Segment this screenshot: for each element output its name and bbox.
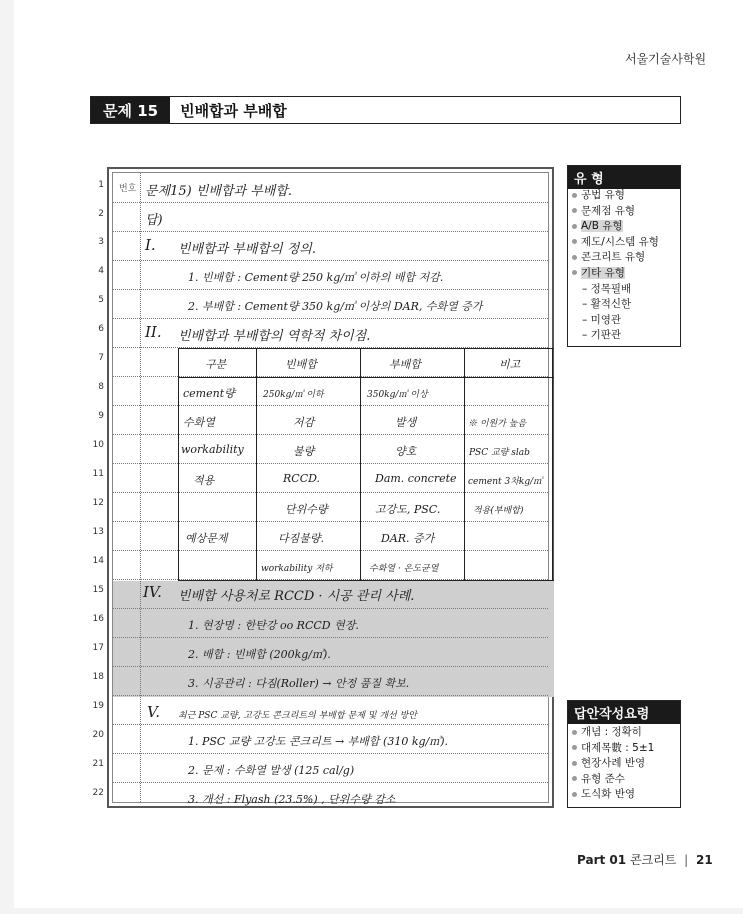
table-header: 부배합 xyxy=(389,358,421,371)
table-rule xyxy=(256,348,257,580)
table-rule xyxy=(464,348,465,580)
row-number: 6 xyxy=(98,324,104,334)
row-number: 14 xyxy=(92,556,104,566)
table-cell: 수화열 · 온도균열 xyxy=(369,564,439,574)
list-item: 제도/시스템 유형 xyxy=(572,235,659,251)
table-cell: PSC 교량 slab xyxy=(469,448,530,458)
row-number: 17 xyxy=(92,643,104,653)
handwritten-line: 1. 빈배합 : Cement량 250 kg/㎥ 이하의 배합 저감. xyxy=(188,271,444,284)
answer-tips-title: 답안작성요령 xyxy=(568,701,680,724)
table-rule xyxy=(178,377,554,378)
table-cell: 양호 xyxy=(395,445,417,458)
handwritten-line: 1. PSC 교량 고강도 콘크리트 → 부배합 (310 kg/㎥). xyxy=(188,735,449,748)
table-rule xyxy=(178,348,554,349)
table-cell: cement 3차kg/㎥ xyxy=(468,477,543,487)
list-item: 공법 유형 xyxy=(572,188,659,204)
bullet-icon xyxy=(572,239,577,244)
handwritten-line: 1. 현장명 : 한탄강 oo RCCD 현장. xyxy=(188,619,359,632)
handwritten-line: 2. 배합 : 빈배합 (200kg/㎥). xyxy=(188,648,331,661)
footer-part: Part 01 xyxy=(577,853,627,867)
row-number: 21 xyxy=(92,759,104,769)
table-cell: 적용 xyxy=(193,474,215,487)
table-cell: 저감 xyxy=(293,416,315,429)
header-school-name: 서울기술사학원 xyxy=(625,52,707,66)
handwritten-line: 최근 PSC 교량, 고강도 콘크리트의 부배합 문제 및 개선 방안 xyxy=(178,711,417,721)
table-cell: RCCD. xyxy=(283,472,321,485)
row-number: 18 xyxy=(92,672,104,682)
handwritten-line: 문제15) 빈배합과 부배합. xyxy=(145,184,293,199)
table-cell: Dam. concrete xyxy=(375,472,457,485)
bullet-icon xyxy=(572,270,577,275)
ruled-line xyxy=(113,231,548,232)
handwritten-line: 빈배합과 부배합의 역학적 차이점. xyxy=(178,329,371,344)
table-cell: 다짐불량. xyxy=(278,532,325,545)
row-number: 22 xyxy=(92,788,104,798)
table-cell: 350kg/㎥ 이상 xyxy=(367,390,428,400)
bullet-icon xyxy=(572,224,577,229)
ruled-line xyxy=(113,318,548,319)
list-item: 도식화 반영 xyxy=(572,787,654,803)
question-title-bar xyxy=(90,96,681,124)
answer-tips-box xyxy=(567,700,681,808)
row-number: 4 xyxy=(98,266,104,276)
type-box xyxy=(567,165,681,347)
question-number: 문제 15 xyxy=(91,97,170,123)
ruled-line xyxy=(113,260,548,261)
table-header: 구분 xyxy=(205,358,227,371)
list-item: 콘크리트 유형 xyxy=(572,250,659,266)
row-number: 2 xyxy=(98,209,104,219)
row-number: 3 xyxy=(98,237,104,247)
ruled-line xyxy=(113,637,548,638)
section-number: V. xyxy=(147,703,160,721)
table-cell: 250kg/㎥ 이하 xyxy=(263,390,324,400)
row-number: 19 xyxy=(92,701,104,711)
row-number: 1 xyxy=(98,180,104,190)
bullet-icon xyxy=(572,255,577,260)
section-number: II. xyxy=(145,323,162,341)
handwritten-line: 3. 개선 : Flyash (23.5%) , 단위수량 감소 xyxy=(188,793,396,806)
table-cell: 수화열 xyxy=(183,416,215,429)
table-cell: 고강도, PSC. xyxy=(375,503,441,516)
ruled-line xyxy=(113,695,548,696)
table-header: 빈배합 xyxy=(285,358,317,371)
sub-item: – 미영관 xyxy=(582,313,622,326)
list-item: 기타 유형 xyxy=(572,266,659,282)
bullet-icon xyxy=(572,193,577,198)
section-number: IV. xyxy=(143,583,162,601)
bullet-icon xyxy=(572,208,577,213)
row-number: 20 xyxy=(92,730,104,740)
table-cell: workability xyxy=(181,443,244,456)
answer-sheet xyxy=(107,167,554,808)
sub-item: – 정목필배 xyxy=(582,282,632,295)
table-rule xyxy=(552,348,553,580)
bullet-icon xyxy=(572,761,577,766)
ruled-line xyxy=(113,782,548,783)
margin-line xyxy=(140,173,141,802)
type-list xyxy=(572,188,659,344)
question-title: 빈배합과 부배합 xyxy=(180,101,287,120)
ruled-line xyxy=(113,666,548,667)
table-cell: 예상문제 xyxy=(185,532,228,545)
list-item: 개념 : 정확히 xyxy=(572,725,654,741)
page-footer xyxy=(577,851,713,868)
table-rule xyxy=(360,348,361,580)
number-column-label: 번호 xyxy=(119,184,137,194)
table-cell: ※ 이원가 높음 xyxy=(468,419,527,429)
list-item: A/B 유형 xyxy=(572,219,659,235)
list-item: 유형 준수 xyxy=(572,772,654,788)
ruled-line xyxy=(113,289,548,290)
row-number: 5 xyxy=(98,295,104,305)
footer-chapter: 콘크리트 xyxy=(629,853,677,867)
bullet-icon xyxy=(572,745,577,750)
table-rule xyxy=(178,580,554,581)
ruled-line xyxy=(113,202,548,203)
table-rule xyxy=(178,348,179,580)
type-box-title: 유 형 xyxy=(568,166,680,189)
row-number: 11 xyxy=(92,469,104,479)
answer-sheet-inner xyxy=(112,172,549,806)
table-cell: 단위수량 xyxy=(285,503,328,516)
row-number: 12 xyxy=(92,498,104,508)
ruled-line xyxy=(113,724,548,725)
ruled-line xyxy=(113,753,548,754)
sub-item: – 활적신한 xyxy=(582,298,632,311)
row-number: 13 xyxy=(92,527,104,537)
table-header: 비고 xyxy=(499,358,521,371)
list-item: 현장사례 반영 xyxy=(572,756,654,772)
handwritten-line: 빈배합 사용처로 RCCD · 시공 관리 사례. xyxy=(178,589,415,604)
row-numbers xyxy=(78,167,108,808)
handwritten-line: 2. 부배합 : Cement량 350 kg/㎥ 이상의 DAR, 수화열 증가 xyxy=(188,300,483,313)
handwritten-line: 빈배합과 부배합의 정의. xyxy=(178,242,316,257)
row-number: 15 xyxy=(92,585,104,595)
list-item: 대제목數 : 5±1 xyxy=(572,741,654,757)
table-cell: 적용(부배합) xyxy=(473,506,524,516)
sub-item: – 기판관 xyxy=(582,329,622,342)
ruled-line xyxy=(113,608,548,609)
row-number: 8 xyxy=(98,382,104,392)
footer-separator: | xyxy=(684,853,689,867)
handwritten-line: 3. 시공관리 : 다짐(Roller) → 안정 품질 확보. xyxy=(188,677,410,690)
row-number: 7 xyxy=(98,353,104,363)
row-number: 10 xyxy=(92,440,104,450)
row-number: 9 xyxy=(98,411,104,421)
row-number: 16 xyxy=(92,614,104,624)
table-cell: cement량 xyxy=(183,387,235,400)
table-cell: workability 저하 xyxy=(261,564,333,574)
answer-tips-list xyxy=(572,725,654,803)
page-number: 21 xyxy=(696,853,713,867)
bullet-icon xyxy=(572,776,577,781)
section-number: I. xyxy=(145,236,156,254)
handwritten-line: 답) xyxy=(145,213,163,228)
table-cell: 불량 xyxy=(293,445,315,458)
table-cell: DAR. 증가 xyxy=(381,532,435,545)
bullet-icon xyxy=(572,792,577,797)
table-cell: 발생 xyxy=(395,416,417,429)
bullet-icon xyxy=(572,730,577,735)
handwritten-line: 2. 문제 : 수화열 발생 (125 cal/g) xyxy=(188,764,355,777)
list-item: 문제점 유형 xyxy=(572,204,659,220)
